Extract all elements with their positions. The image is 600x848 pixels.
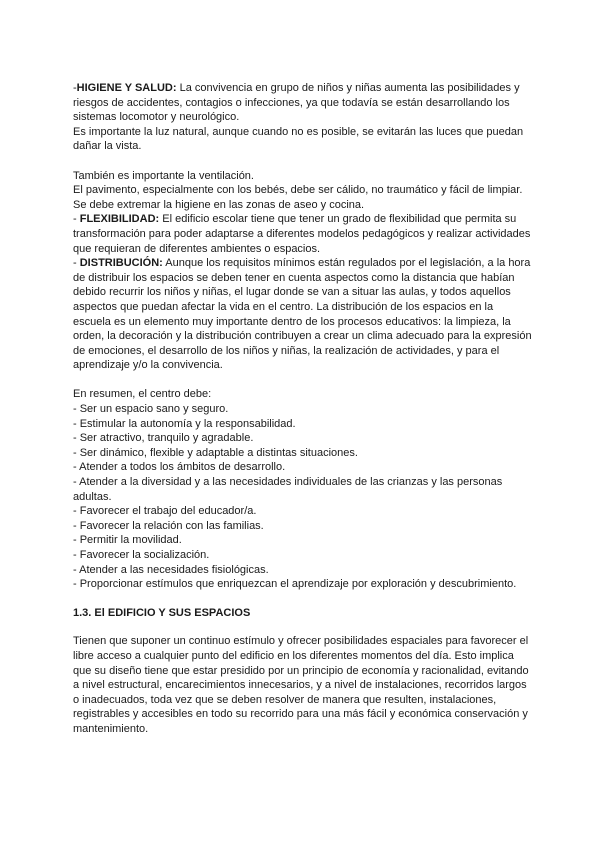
prefix: - (73, 213, 80, 226)
section-paragraph: Tienen que suponer un continuo estímulo y ofrecer posibilidades espaciales para favorecer el libre acceso a cualquier punto del edificio en los diferentes momentos del día. Esto implica que su diseño tiene que estar presidido por un principio de economía y racionalidad, evitando a nivel estructural, encarecimientos innecesarios, y a nivel de instalaciones, recorridos largos o inadecuados, toda vez que se deben resolver de manera que resulten, instalaciones, registrables y accesibles en todo su recorrido para una más fácil y económica conservación y mantenimiento. (73, 635, 529, 735)
list-item: - Ser atractivo, tranquilo y agradable. (73, 432, 254, 445)
spacer (73, 154, 533, 169)
list-item: - Atender a las necesidades fisiológicas. (73, 563, 269, 576)
prefix: - (73, 82, 77, 94)
spacer (73, 620, 533, 634)
paragraph-luz: Es importante la luz natural, aunque cuando no es posible, se evitarán las luces que puedan dañar la vista. (73, 125, 524, 153)
list-item: - Ser dinámico, flexible y adaptable a distintas situaciones. (73, 446, 358, 459)
paragraph-flexibilidad (73, 212, 533, 256)
term-flexibilidad: FLEXIBILIDAD: (79, 213, 160, 226)
section-heading: 1.3. El EDIFICIO Y SUS ESPACIOS (73, 606, 251, 619)
summary-list (73, 402, 533, 592)
summary-intro: En resumen, el centro debe: (73, 388, 212, 401)
spacer (73, 592, 533, 606)
list-item: - Atender a la diversidad y a las necesidades individuales de las crianzas y las personas adultas. (73, 476, 503, 503)
paragraph-ventilacion: También es importante la ventilación. (73, 169, 254, 182)
list-item: - Permitir la movilidad. (73, 534, 182, 547)
spacer (73, 373, 533, 388)
list-item: - Favorecer la socialización. (73, 549, 210, 561)
list-item: - Favorecer el trabajo del educador/a. (73, 505, 257, 518)
paragraph-pavimento: El pavimento, especialmente con los bebés, debe ser cálido, no traumático y fácil de limpiar. Se debe extremar la higiene en las zonas de aseo y cocina. (73, 184, 523, 211)
list-item: - Atender a todos los ámbitos de desarrollo. (73, 461, 286, 474)
paragraph-text: El edificio escolar tiene que tener un grado de flexibilidad que permita su transformación para poder adaptarse a diferentes modelos pedagógicos y realizar actividades que requieran de diferentes ambientes o espacios. (73, 213, 531, 255)
term-distribucion: DISTRIBUCIÓN: (79, 257, 163, 270)
paragraph-text: La convivencia en grupo de niños y niñas aumenta las posibilidades y riesgos de accidentes, contagios o infecciones, ya que todavía se están desarrollando los sistemas locomotor y neurológico. (73, 82, 520, 124)
list-item: - Favorecer la relación con las familias. (73, 519, 264, 532)
paragraph-text: Aunque los requisitos mínimos están regulados por el legislación, a la hora de distribuir los espacios se deben tener en cuenta aspectos como la distancia que habían debido recurrir los niños y niñas, el lugar donde se van a situar las aulas, y todos aquellos aspectos que puedan afectar la vida en el centro. La distribución de los espacios en la escuela es un elemento muy importante dentro de los procesos educativos: la limpieza, la orden, la decoración y la distribución contribuyen a crear un clima adecuado para la expresión de emociones, el desarrollo de los niños y niñas, la realización de actividades, y para el aprendizaje y/o la convivencia. (73, 257, 532, 372)
paragraph-distribucion (73, 256, 533, 373)
document-page (73, 81, 533, 737)
list-item: - Estimular la autonomía y la responsabilidad. (73, 417, 296, 430)
paragraph-higiene (73, 81, 533, 125)
term-higiene: HIGIENE Y SALUD: (76, 82, 177, 94)
prefix: - (73, 257, 80, 270)
list-item: - Ser un espacio sano y seguro. (73, 403, 229, 416)
list-item: - Proporcionar estímulos que enriquezcan el aprendizaje por exploración y descubrimiento. (73, 578, 517, 591)
